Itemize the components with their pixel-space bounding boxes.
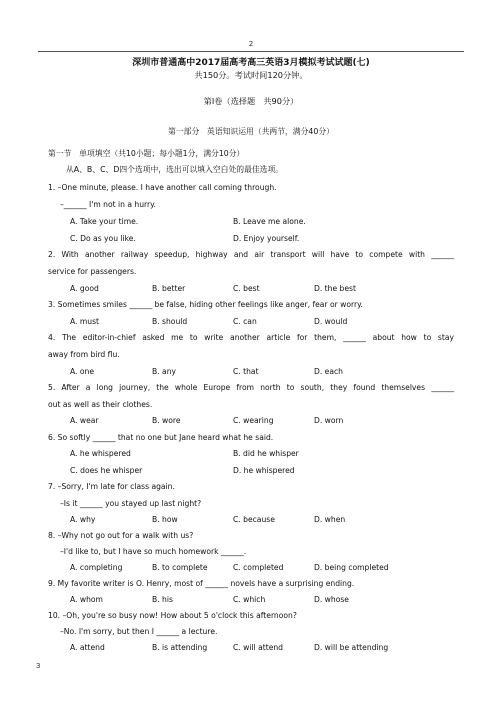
question-2-stem-cont: service for passengers. — [48, 267, 137, 276]
question-4-stem: 4. The editor-in-chief asked me to write another article for them, ______ about how to stay — [48, 333, 454, 342]
part-heading: 第Ⅰ卷（选择题 共90分） — [203, 96, 299, 106]
question-3-stem: 3. Sometimes smiles ______ be false, hiding other feelings like anger, fear or worry. — [48, 300, 363, 309]
question-10-option-a: A. attend — [70, 643, 105, 652]
question-6-option-b: B. did he whisper — [233, 449, 299, 458]
question-2-option-a: A. good — [70, 284, 99, 293]
question-8-option-a: A. completing — [70, 563, 123, 572]
question-9-option-b: B. his — [152, 595, 173, 604]
question-1-stem: 1. –One minute, please. I have another call coming through. — [48, 183, 277, 192]
page-number-bottom: 3 — [36, 662, 41, 670]
question-9-option-c: C. which — [233, 595, 266, 604]
question-7-option-d: D. when — [314, 515, 346, 524]
question-8-option-b: B. to complete — [152, 563, 208, 572]
question-3-option-d: D. would — [314, 317, 348, 326]
question-4-option-d: D. each — [314, 367, 343, 376]
question-9-option-a: A. whom — [70, 595, 103, 604]
question-6-option-d: D. he whispered — [233, 466, 295, 475]
page-number-top: 2 — [248, 40, 254, 48]
question-5-option-b: B. wore — [152, 416, 181, 425]
question-3-option-b: B. should — [152, 317, 188, 326]
question-10-stem: 10. –Oh, you're so busy now! How about 5 o'clock this afternoon? — [48, 611, 297, 620]
question-1-option-d: D. Enjoy yourself. — [233, 234, 300, 243]
question-3-option-a: A. must — [70, 317, 100, 326]
exam-subtitle: 共150分。考试时间120分钟。 — [194, 70, 308, 80]
question-7-option-c: C. because — [233, 515, 275, 524]
question-5-option-a: A. wear — [70, 416, 99, 425]
question-9-option-d: D. whose — [314, 595, 349, 604]
question-9-stem: 9. My favorite writer is O. Henry, most of ______ novels have a surprising ending. — [48, 579, 355, 588]
question-10-option-b: B. is attending — [152, 643, 208, 652]
question-6-stem: 6. So softly ______ that no one but Jane heard what he said. — [48, 433, 274, 442]
section-title: 第一节 单项填空（共10小题；每小题1分，满分10分） — [48, 149, 245, 158]
question-4-option-c: C. that — [233, 367, 259, 376]
question-7-stem: 7. –Sorry, I'm late for class again. — [48, 482, 175, 491]
question-1-option-c: C. Do as you like. — [70, 234, 136, 243]
question-6-option-a: A. he whispered — [70, 449, 131, 458]
question-2-option-c: C. best — [233, 284, 260, 293]
question-5-stem: 5. After a long journey, the whole Europe from north to south, they found themselves ______ — [48, 383, 454, 392]
question-10-option-c: C. will attend — [233, 643, 283, 652]
question-4-stem-cont: away from bird flu. — [48, 350, 120, 359]
question-8-option-d: D. being completed — [314, 563, 389, 572]
instructions: 从A、B、C、D四个选项中，选出可以填入空白处的最佳选项。 — [66, 165, 284, 174]
question-7-option-a: A. why — [70, 515, 96, 524]
question-2-option-d: D. the best — [314, 284, 356, 293]
question-3-option-c: C. can — [233, 317, 257, 326]
question-7-option-b: B. how — [152, 515, 178, 524]
question-1-response: –______ I'm not in a hurry. — [60, 200, 156, 209]
question-1-option-b: B. Leave me alone. — [233, 217, 306, 226]
question-2-stem: 2. With another railway speedup, highway and air transport will have to compete with ______ — [48, 250, 454, 259]
question-6-option-c: C. does he whisper — [70, 466, 143, 475]
question-8-response: –I'd like to, but I have so much homework ______. — [60, 547, 247, 556]
question-1-option-a: A. Take your time. — [70, 217, 139, 226]
section-header: 第一部分 英语知识运用（共两节，满分40分） — [168, 127, 334, 136]
question-8-stem: 8. –Why not go out for a walk with us? — [48, 531, 194, 540]
question-5-option-d: D. worn — [314, 416, 344, 425]
question-10-response: –No. I'm sorry, but then I ______ a lecture. — [60, 627, 218, 636]
question-7-response: –Is it ______ you stayed up last night? — [60, 499, 202, 508]
question-2-option-b: B. better — [152, 284, 186, 293]
question-4-option-a: A. one — [70, 367, 95, 376]
question-10-option-d: D. will be attending — [314, 643, 389, 652]
question-5-stem-cont: out as well as their clothes. — [48, 400, 153, 409]
header-rule — [38, 51, 464, 52]
question-8-option-c: C. completed — [233, 563, 284, 572]
question-5-option-c: C. wearing — [233, 416, 274, 425]
question-4-option-b: B. any — [152, 367, 176, 376]
exam-title: 深圳市普通高中2017届高考高三英语3月模拟考试试题(七) — [132, 58, 370, 68]
